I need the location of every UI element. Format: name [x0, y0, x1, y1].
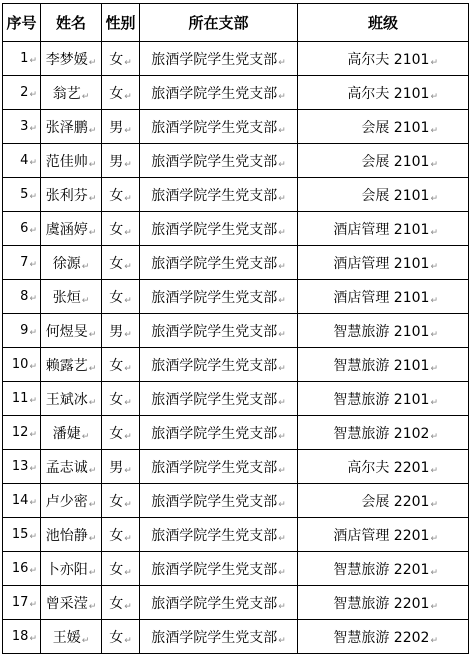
table-row: [3, 382, 469, 416]
table-row: [3, 178, 469, 212]
cell-sex: [102, 552, 140, 586]
paragraph-mark-icon: ↵: [29, 294, 37, 304]
table-row: [3, 348, 469, 382]
paragraph-mark-icon: ↵: [29, 192, 37, 202]
paragraph-mark-icon: ↵: [29, 362, 37, 372]
cell-no-text: 2: [20, 85, 29, 100]
cell-sex-text: 女: [109, 85, 124, 102]
cell-branch: [140, 42, 298, 76]
cell-name-text: 池怡静: [45, 527, 88, 544]
cell-class-text: 会展 2101: [361, 119, 430, 136]
cell-no-text: 16: [11, 561, 29, 576]
cell-class-text: 智慧旅游 2102: [333, 425, 430, 442]
paragraph-mark-icon: ↵: [124, 193, 132, 204]
cell-no-text: 14: [11, 493, 29, 508]
cell-branch-text: 旅酒学院学生党支部: [151, 119, 278, 136]
paragraph-mark-icon: ↵: [430, 601, 438, 612]
paragraph-mark-icon: ↵: [430, 431, 438, 442]
cell-no: [3, 416, 41, 450]
paragraph-mark-icon: ↵: [29, 124, 37, 134]
cell-sex-text: 男: [109, 153, 124, 170]
cell-class: [298, 620, 469, 654]
cell-sex: [102, 212, 140, 246]
cell-sex: [102, 246, 140, 280]
cell-no-text: 4: [20, 153, 29, 168]
cell-class: [298, 382, 469, 416]
paragraph-mark-icon: ↵: [81, 295, 90, 306]
cell-class: [298, 42, 469, 76]
table-row: [3, 76, 469, 110]
paragraph-mark-icon: ↵: [88, 159, 97, 170]
cell-branch-text: 旅酒学院学生党支部: [151, 153, 278, 170]
paragraph-mark-icon: ↵: [278, 465, 286, 476]
cell-branch-text: 旅酒学院学生党支部: [151, 51, 278, 68]
cell-sex: [102, 518, 140, 552]
cell-no: [3, 280, 41, 314]
paragraph-mark-icon: ↵: [124, 329, 132, 340]
cell-name: [41, 42, 102, 76]
cell-sex-text: 女: [109, 357, 124, 374]
paragraph-mark-icon: ↵: [430, 635, 438, 646]
paragraph-mark-icon: ↵: [29, 498, 37, 508]
cell-sex-text: 女: [109, 493, 124, 510]
paragraph-mark-icon: ↵: [124, 397, 132, 408]
paragraph-mark-icon: ↵: [124, 499, 132, 510]
paragraph-mark-icon: ↵: [124, 567, 132, 578]
table-row: [3, 484, 469, 518]
cell-sex: [102, 382, 140, 416]
cell-no-text: 17: [11, 595, 29, 610]
cell-sex-text: 女: [109, 221, 124, 238]
cell-sex-text: 女: [109, 187, 124, 204]
cell-sex: [102, 450, 140, 484]
paragraph-mark-icon: ↵: [430, 193, 438, 204]
cell-branch: [140, 586, 298, 620]
paragraph-mark-icon: ↵: [278, 57, 286, 68]
paragraph-mark-icon: ↵: [430, 465, 438, 476]
cell-name-text: 张烜: [52, 289, 81, 306]
cell-sex: [102, 76, 140, 110]
cell-branch: [140, 314, 298, 348]
cell-name: [41, 144, 102, 178]
paragraph-mark-icon: ↵: [124, 125, 132, 136]
cell-branch-text: 旅酒学院学生党支部: [151, 357, 278, 374]
table-row: [3, 246, 469, 280]
cell-name-text: 王斌冰: [45, 391, 88, 408]
cell-name-text: 张泽鹏: [45, 119, 88, 136]
cell-sex: [102, 484, 140, 518]
cell-branch-text: 旅酒学院学生党支部: [151, 425, 278, 442]
cell-no-text: 15: [11, 527, 29, 542]
paragraph-mark-icon: ↵: [278, 431, 286, 442]
cell-no: [3, 450, 41, 484]
cell-name-text: 范佳帅: [45, 153, 88, 170]
cell-sex: [102, 620, 140, 654]
table-row: [3, 518, 469, 552]
cell-class-text: 智慧旅游 2101: [333, 391, 430, 408]
paragraph-mark-icon: ↵: [430, 397, 438, 408]
cell-name: [41, 212, 102, 246]
header-branch: 所在支部: [140, 4, 298, 42]
paragraph-mark-icon: ↵: [124, 635, 132, 646]
cell-class: [298, 416, 469, 450]
cell-sex-text: 女: [109, 255, 124, 272]
cell-branch: [140, 450, 298, 484]
cell-class-text: 智慧旅游 2202: [333, 629, 430, 646]
cell-class-text: 酒店管理 2101: [333, 255, 430, 272]
cell-name: [41, 348, 102, 382]
paragraph-mark-icon: ↵: [88, 533, 97, 544]
paragraph-mark-icon: ↵: [81, 431, 90, 442]
cell-no: [3, 42, 41, 76]
paragraph-mark-icon: ↵: [430, 295, 438, 306]
cell-no: [3, 484, 41, 518]
cell-sex-text: 男: [109, 323, 124, 340]
paragraph-mark-icon: ↵: [278, 533, 286, 544]
cell-class: [298, 212, 469, 246]
paragraph-mark-icon: ↵: [88, 125, 97, 136]
paragraph-mark-icon: ↵: [124, 57, 132, 68]
paragraph-mark-icon: ↵: [430, 91, 438, 102]
paragraph-mark-icon: ↵: [278, 91, 286, 102]
paragraph-mark-icon: ↵: [88, 397, 97, 408]
cell-no-text: 13: [11, 459, 29, 474]
cell-no-text: 12: [11, 425, 29, 440]
paragraph-mark-icon: ↵: [124, 159, 132, 170]
cell-no: [3, 382, 41, 416]
cell-class-text: 智慧旅游 2101: [333, 357, 430, 374]
header-no: 序号: [3, 4, 41, 42]
table-row: [3, 280, 469, 314]
cell-sex-text: 女: [109, 289, 124, 306]
cell-branch: [140, 518, 298, 552]
cell-branch: [140, 110, 298, 144]
cell-name-text: 徐源: [52, 255, 81, 272]
cell-branch: [140, 348, 298, 382]
cell-branch: [140, 144, 298, 178]
cell-name: [41, 484, 102, 518]
cell-branch: [140, 620, 298, 654]
cell-sex-text: 女: [109, 51, 124, 68]
paragraph-mark-icon: ↵: [430, 227, 438, 238]
cell-name: [41, 280, 102, 314]
paragraph-mark-icon: ↵: [88, 329, 97, 340]
cell-sex-text: 女: [109, 425, 124, 442]
paragraph-mark-icon: ↵: [430, 567, 438, 578]
paragraph-mark-icon: ↵: [88, 499, 97, 510]
paragraph-mark-icon: ↵: [29, 158, 37, 168]
cell-class-text: 会展 2201: [361, 493, 430, 510]
table-row: [3, 110, 469, 144]
paragraph-mark-icon: ↵: [430, 533, 438, 544]
table-body: [3, 42, 469, 654]
cell-no: [3, 178, 41, 212]
cell-sex-text: 女: [109, 629, 124, 646]
header-name: 姓名: [41, 4, 102, 42]
cell-sex-text: 女: [109, 595, 124, 612]
cell-name-text: 翁艺: [52, 85, 81, 102]
cell-class-text: 智慧旅游 2201: [333, 595, 430, 612]
cell-no: [3, 144, 41, 178]
cell-sex-text: 女: [109, 527, 124, 544]
paragraph-mark-icon: ↵: [124, 261, 132, 272]
paragraph-mark-icon: ↵: [124, 227, 132, 238]
cell-name-text: 潘婕: [52, 425, 81, 442]
table-row: [3, 42, 469, 76]
cell-branch-text: 旅酒学院学生党支部: [151, 527, 278, 544]
table-row: [3, 212, 469, 246]
paragraph-mark-icon: ↵: [29, 260, 37, 270]
table-row: [3, 552, 469, 586]
paragraph-mark-icon: ↵: [29, 56, 37, 66]
cell-name: [41, 246, 102, 280]
cell-class-text: 智慧旅游 2101: [333, 323, 430, 340]
cell-name-text: 李梦媛: [45, 51, 88, 68]
cell-class: [298, 76, 469, 110]
cell-sex: [102, 144, 140, 178]
table-row: [3, 144, 469, 178]
cell-branch-text: 旅酒学院学生党支部: [151, 459, 278, 476]
cell-sex: [102, 178, 140, 212]
cell-class: [298, 450, 469, 484]
cell-class: [298, 144, 469, 178]
paragraph-mark-icon: ↵: [278, 159, 286, 170]
cell-branch-text: 旅酒学院学生党支部: [151, 187, 278, 204]
cell-no: [3, 212, 41, 246]
cell-class-text: 智慧旅游 2201: [333, 561, 430, 578]
table-row: [3, 416, 469, 450]
paragraph-mark-icon: ↵: [29, 634, 37, 644]
paragraph-mark-icon: ↵: [430, 363, 438, 374]
paragraph-mark-icon: ↵: [29, 90, 37, 100]
header-class: 班级: [298, 4, 469, 42]
paragraph-mark-icon: ↵: [29, 226, 37, 236]
cell-name-text: 张利芬: [45, 187, 88, 204]
cell-sex-text: 女: [109, 561, 124, 578]
paragraph-mark-icon: ↵: [81, 91, 90, 102]
cell-name-text: 赖露艺: [45, 357, 88, 374]
cell-no: [3, 586, 41, 620]
paragraph-mark-icon: ↵: [278, 635, 286, 646]
cell-class-text: 会展 2101: [361, 153, 430, 170]
cell-no-text: 9: [20, 323, 29, 338]
cell-name-text: 孟志诚: [45, 459, 88, 476]
paragraph-mark-icon: ↵: [29, 430, 37, 440]
cell-class: [298, 484, 469, 518]
cell-class: [298, 280, 469, 314]
cell-branch-text: 旅酒学院学生党支部: [151, 255, 278, 272]
paragraph-mark-icon: ↵: [29, 600, 37, 610]
paragraph-mark-icon: ↵: [278, 329, 286, 340]
cell-name: [41, 450, 102, 484]
cell-name: [41, 314, 102, 348]
cell-class: [298, 314, 469, 348]
cell-no: [3, 348, 41, 382]
paragraph-mark-icon: ↵: [430, 159, 438, 170]
paragraph-mark-icon: ↵: [278, 499, 286, 510]
paragraph-mark-icon: ↵: [430, 261, 438, 272]
cell-name: [41, 416, 102, 450]
cell-branch-text: 旅酒学院学生党支部: [151, 629, 278, 646]
cell-branch: [140, 246, 298, 280]
paragraph-mark-icon: ↵: [88, 227, 97, 238]
paragraph-mark-icon: ↵: [29, 566, 37, 576]
cell-name: [41, 586, 102, 620]
table-row: [3, 314, 469, 348]
cell-class: [298, 586, 469, 620]
paragraph-mark-icon: ↵: [278, 363, 286, 374]
cell-branch-text: 旅酒学院学生党支部: [151, 595, 278, 612]
cell-sex: [102, 348, 140, 382]
cell-no-text: 10: [11, 357, 29, 372]
cell-class-text: 酒店管理 2101: [333, 289, 430, 306]
cell-class-text: 会展 2101: [361, 187, 430, 204]
cell-name: [41, 518, 102, 552]
paragraph-mark-icon: ↵: [124, 295, 132, 306]
cell-name: [41, 178, 102, 212]
cell-branch: [140, 178, 298, 212]
paragraph-mark-icon: ↵: [278, 125, 286, 136]
cell-class-text: 高尔夫 2101: [347, 51, 430, 68]
paragraph-mark-icon: ↵: [88, 193, 97, 204]
cell-branch: [140, 212, 298, 246]
paragraph-mark-icon: ↵: [278, 295, 286, 306]
cell-branch-text: 旅酒学院学生党支部: [151, 561, 278, 578]
cell-name-text: 何煜旻: [45, 323, 88, 340]
cell-no: [3, 246, 41, 280]
paragraph-mark-icon: ↵: [124, 465, 132, 476]
cell-branch: [140, 484, 298, 518]
cell-name: [41, 552, 102, 586]
paragraph-mark-icon: ↵: [88, 601, 97, 612]
cell-class: [298, 518, 469, 552]
cell-branch: [140, 382, 298, 416]
paragraph-mark-icon: ↵: [29, 464, 37, 474]
cell-branch-text: 旅酒学院学生党支部: [151, 85, 278, 102]
paragraph-mark-icon: ↵: [124, 533, 132, 544]
member-table: [2, 3, 469, 654]
cell-sex-text: 男: [109, 119, 124, 136]
cell-sex: [102, 42, 140, 76]
cell-branch: [140, 76, 298, 110]
cell-no-text: 11: [11, 391, 29, 406]
cell-no: [3, 620, 41, 654]
cell-class-text: 酒店管理 2201: [333, 527, 430, 544]
paragraph-mark-icon: ↵: [29, 532, 37, 542]
paragraph-mark-icon: ↵: [278, 261, 286, 272]
cell-class-text: 高尔夫 2101: [347, 85, 430, 102]
paragraph-mark-icon: ↵: [124, 91, 132, 102]
cell-no: [3, 314, 41, 348]
paragraph-mark-icon: ↵: [430, 499, 438, 510]
paragraph-mark-icon: ↵: [278, 397, 286, 408]
cell-branch-text: 旅酒学院学生党支部: [151, 391, 278, 408]
paragraph-mark-icon: ↵: [278, 567, 286, 578]
cell-class: [298, 110, 469, 144]
paragraph-mark-icon: ↵: [124, 601, 132, 612]
table-row: [3, 620, 469, 654]
paragraph-mark-icon: ↵: [81, 261, 90, 272]
cell-name-text: 卢少密: [45, 493, 88, 510]
paragraph-mark-icon: ↵: [278, 193, 286, 204]
paragraph-mark-icon: ↵: [88, 567, 97, 578]
cell-class: [298, 178, 469, 212]
paragraph-mark-icon: ↵: [29, 328, 37, 338]
cell-name: [41, 76, 102, 110]
cell-no: [3, 76, 41, 110]
paragraph-mark-icon: ↵: [88, 57, 97, 68]
paragraph-mark-icon: ↵: [124, 363, 132, 374]
cell-sex: [102, 280, 140, 314]
cell-class: [298, 246, 469, 280]
cell-no-text: 18: [11, 629, 29, 644]
cell-branch-text: 旅酒学院学生党支部: [151, 289, 278, 306]
cell-name: [41, 110, 102, 144]
cell-branch: [140, 416, 298, 450]
cell-sex: [102, 586, 140, 620]
cell-name-text: 卜亦阳: [45, 561, 88, 578]
paragraph-mark-icon: ↵: [278, 601, 286, 612]
cell-class: [298, 552, 469, 586]
cell-sex-text: 女: [109, 391, 124, 408]
paragraph-mark-icon: ↵: [430, 57, 438, 68]
cell-name-text: 王媛: [52, 629, 81, 646]
cell-no-text: 6: [20, 221, 29, 236]
cell-no-text: 5: [20, 187, 29, 202]
header-row: [3, 4, 469, 42]
cell-class-text: 高尔夫 2201: [347, 459, 430, 476]
cell-branch-text: 旅酒学院学生党支部: [151, 221, 278, 238]
cell-name-text: 曾采滢: [45, 595, 88, 612]
cell-sex: [102, 314, 140, 348]
cell-class-text: 酒店管理 2101: [333, 221, 430, 238]
table-row: [3, 450, 469, 484]
cell-no-text: 3: [20, 119, 29, 134]
cell-name: [41, 620, 102, 654]
paragraph-mark-icon: ↵: [88, 363, 97, 374]
cell-branch-text: 旅酒学院学生党支部: [151, 323, 278, 340]
cell-class: [298, 348, 469, 382]
table-row: [3, 586, 469, 620]
paragraph-mark-icon: ↵: [430, 125, 438, 136]
paragraph-mark-icon: ↵: [88, 465, 97, 476]
cell-no: [3, 518, 41, 552]
cell-name-text: 虞涵婷: [45, 221, 88, 238]
cell-branch: [140, 552, 298, 586]
cell-branch-text: 旅酒学院学生党支部: [151, 493, 278, 510]
paragraph-mark-icon: ↵: [81, 635, 90, 646]
cell-no-text: 8: [20, 289, 29, 304]
cell-sex: [102, 416, 140, 450]
paragraph-mark-icon: ↵: [124, 431, 132, 442]
paragraph-mark-icon: ↵: [29, 396, 37, 406]
cell-branch: [140, 280, 298, 314]
cell-no-text: 1: [20, 51, 29, 66]
paragraph-mark-icon: ↵: [278, 227, 286, 238]
cell-sex-text: 男: [109, 459, 124, 476]
paragraph-mark-icon: ↵: [430, 329, 438, 340]
header-sex: 性别: [102, 4, 140, 42]
cell-no: [3, 110, 41, 144]
cell-name: [41, 382, 102, 416]
cell-sex: [102, 110, 140, 144]
cell-no-text: 7: [20, 255, 29, 270]
cell-no: [3, 552, 41, 586]
